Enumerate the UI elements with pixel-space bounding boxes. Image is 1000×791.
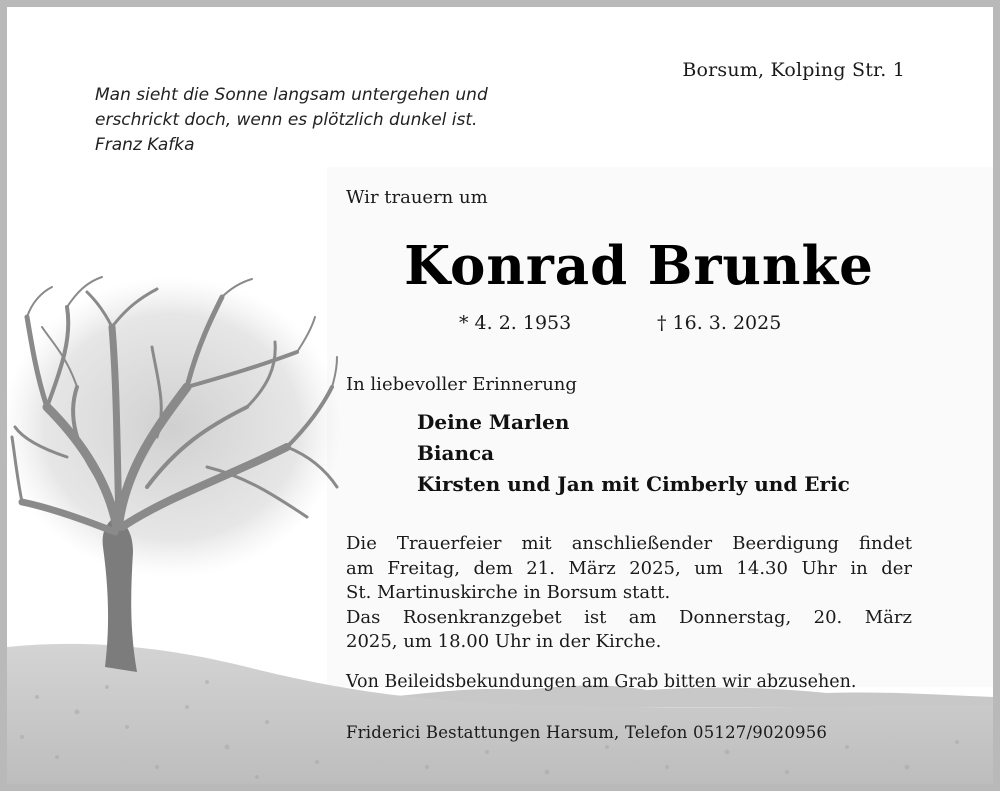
ceremony-line: 2025, um 18.00 Uhr in der Kirche. xyxy=(346,631,662,652)
quote-block xyxy=(95,83,488,158)
deceased-name: Konrad Brunke xyxy=(404,235,874,297)
address: Borsum, Kolping Str. 1 xyxy=(682,59,905,81)
ceremony-text xyxy=(346,532,912,655)
family-member: Bianca xyxy=(417,441,495,465)
ceremony-line: am Freitag, dem 21. März 2025, um 14.30 Uhr in der xyxy=(346,557,912,579)
condolence-note: Von Beileidsbekundungen am Grab bitten wir abzusehen. xyxy=(346,672,857,692)
quote-author: Franz Kafka xyxy=(95,135,195,155)
family-member: Deine Marlen xyxy=(417,410,570,434)
quote-line: erschrickt doch, wenn es plötzlich dunkel ist. xyxy=(95,110,478,130)
intro-text: Wir trauern um xyxy=(346,187,488,208)
quote-line: Man sieht die Sonne langsam untergehen und xyxy=(95,85,488,105)
ceremony-line: St. Martinuskirche in Borsum statt. xyxy=(346,582,671,603)
ceremony-line: Die Trauerfeier mit anschließender Beerdigung findet xyxy=(346,533,912,554)
ceremony-line: Das Rosenkranzgebet ist am Donnerstag, 20. März xyxy=(346,606,912,628)
birth-date: * 4. 2. 1953 xyxy=(459,312,572,334)
undertaker-info: Friderici Bestattungen Harsum, Telefon 05127/9020956 xyxy=(346,723,828,742)
death-date: † 16. 3. 2025 xyxy=(657,312,782,334)
memory-text: In liebevoller Erinnerung xyxy=(346,374,577,395)
family-list xyxy=(417,407,850,500)
family-member: Kirsten und Jan mit Cimberly und Eric xyxy=(417,472,850,496)
